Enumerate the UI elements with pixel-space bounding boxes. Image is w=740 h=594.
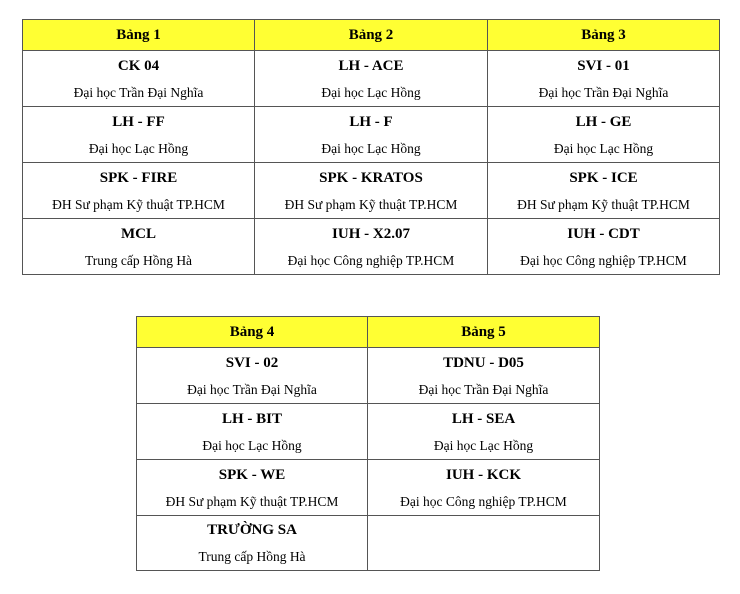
table-row: [23, 163, 720, 219]
school-name: ĐH Sư phạm Kỹ thuật TP.HCM: [517, 196, 690, 212]
team-name: LH - SEA: [451, 410, 516, 427]
team-cell: [488, 107, 720, 163]
school-name: Đại học Trần Đại Nghĩa: [418, 381, 549, 397]
team-name: MCL: [121, 225, 156, 242]
empty-cell: [368, 516, 600, 571]
team-name: SVI - 02: [225, 354, 279, 371]
school-name: Đại học Lạc Hồng: [553, 140, 654, 156]
header-row: [23, 20, 720, 51]
school-name: ĐH Sư phạm Kỹ thuật TP.HCM: [165, 493, 339, 509]
team-name: IUH - KCK: [446, 466, 521, 483]
team-cell: [488, 219, 720, 275]
table-row: [23, 219, 720, 275]
team-cell: [368, 404, 600, 460]
team-cell: [488, 51, 720, 107]
header-bang-5: Bảng 5: [368, 317, 600, 348]
school-name: Đại học Lạc Hồng: [88, 140, 189, 156]
team-cell: [23, 51, 255, 107]
team-cell: [137, 516, 368, 571]
school-name: Đại học Công nghiệp TP.HCM: [400, 493, 567, 509]
team-cell: [137, 460, 368, 516]
table-row: [137, 404, 600, 460]
team-name: TRƯỜNG SA: [207, 522, 297, 538]
header-bang-4: Bảng 4: [137, 317, 368, 348]
table-row: [137, 516, 600, 571]
team-name: LH - BIT: [221, 410, 282, 427]
team-name: LH - F: [349, 113, 393, 130]
team-name: SPK - FIRE: [99, 169, 178, 186]
team-name: SVI - 01: [577, 57, 630, 74]
team-name: SPK - KRATOS: [319, 169, 423, 186]
table-row: [137, 460, 600, 516]
team-name: CK 04: [117, 57, 160, 74]
header-bang-1: Bảng 1: [23, 20, 255, 51]
team-cell: [368, 348, 600, 404]
school-name: Đại học Lạc Hồng: [202, 437, 302, 453]
school-name: Đại học Trần Đại Nghĩa: [538, 84, 669, 100]
team-cell: [255, 163, 488, 219]
school-name: Đại học Lạc Hồng: [433, 437, 534, 453]
header-bang-3: Bảng 3: [488, 20, 720, 51]
table-row: [23, 51, 720, 107]
header-row: [137, 317, 600, 348]
school-name: ĐH Sư phạm Kỹ thuật TP.HCM: [284, 196, 458, 212]
team-cell: [23, 107, 255, 163]
header-bang-2: Bảng 2: [255, 20, 488, 51]
team-cell: [255, 219, 488, 275]
school-name: Đại học Lạc Hồng: [321, 140, 421, 156]
team-cell: [23, 163, 255, 219]
table-row: [23, 107, 720, 163]
team-name: LH - FF: [112, 113, 165, 130]
team-name: IUH - CDT: [567, 225, 640, 242]
team-cell: [488, 163, 720, 219]
team-name: LH - GE: [575, 113, 632, 130]
group-table-2: [136, 316, 600, 571]
team-name: LH - ACE: [338, 57, 404, 74]
team-name: IUH - X2.07: [332, 225, 410, 242]
school-name: Trung cấp Hồng Hà: [84, 252, 193, 268]
table-row: [137, 348, 600, 404]
team-cell: [368, 460, 600, 516]
team-name: SPK - WE: [218, 466, 286, 483]
team-cell: [23, 219, 255, 275]
team-cell: [255, 51, 488, 107]
school-name: Đại học Công nghiệp TP.HCM: [287, 252, 455, 268]
school-name: Đại học Lạc Hồng: [321, 84, 421, 100]
team-cell: [137, 404, 368, 460]
school-name: Đại học Công nghiệp TP.HCM: [520, 252, 687, 268]
school-name: Đại học Trần Đại Nghĩa: [73, 84, 204, 100]
team-name: SPK - ICE: [569, 169, 638, 186]
group-table-1: [22, 19, 720, 275]
school-name: ĐH Sư phạm Kỹ thuật TP.HCM: [52, 196, 225, 212]
school-name: Đại học Trần Đại Nghĩa: [187, 381, 317, 397]
team-cell: [137, 348, 368, 404]
school-name: Trung cấp Hồng Hà: [198, 549, 306, 564]
team-name: TDNU - D05: [443, 354, 524, 371]
team-cell: [255, 107, 488, 163]
